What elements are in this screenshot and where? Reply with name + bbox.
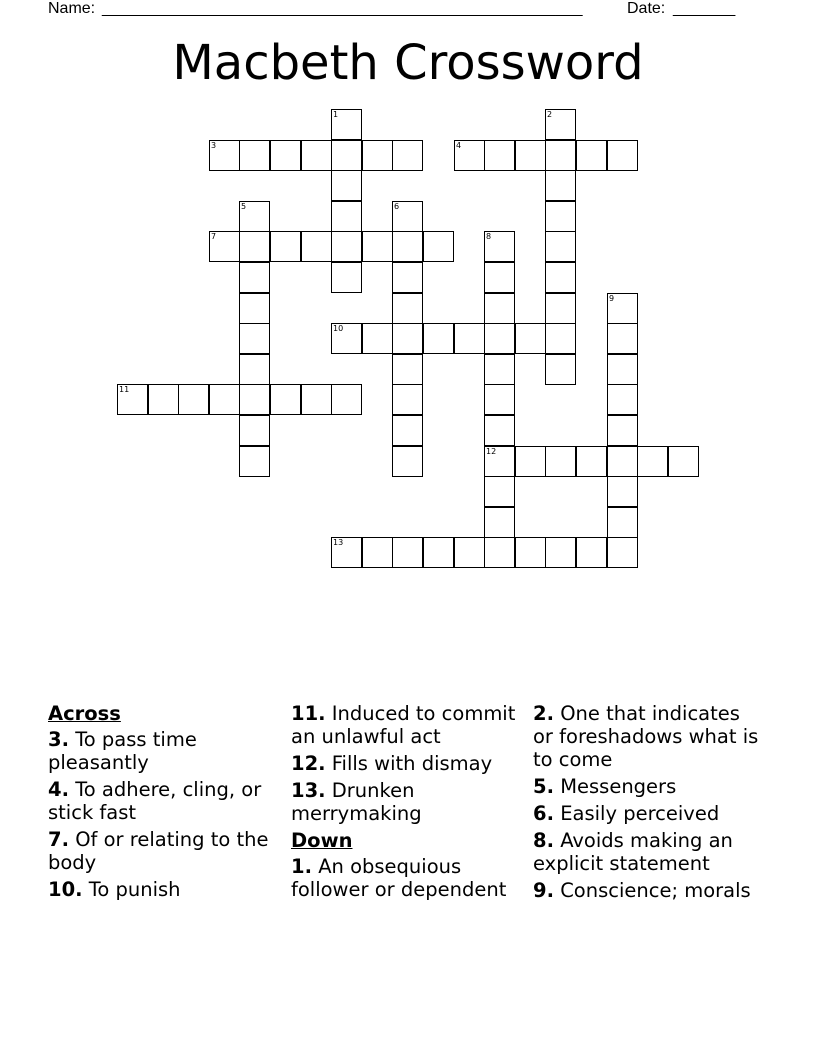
clue-across-11 [291,702,523,748]
grid-cell[interactable] [607,323,638,354]
clue-number-label: 10 [333,324,344,333]
grid-cell[interactable] [576,140,607,171]
grid-cell[interactable] [392,354,423,385]
grid-cell[interactable] [454,537,485,568]
grid-cell[interactable] [239,354,270,385]
grid-cell[interactable] [392,537,423,568]
clue-down-1 [291,855,523,901]
clue-down-6 [533,802,765,825]
grid-cell[interactable] [239,231,270,262]
grid-cell[interactable] [239,293,270,324]
grid-cell[interactable] [607,446,638,477]
grid-cell[interactable] [484,415,515,446]
clue-number-label: 8 [486,232,492,241]
grid-cell[interactable] [362,231,393,262]
clue-text: Messengers [560,775,677,798]
clue-number-label: 11 [119,385,130,394]
clue-text: Easily perceived [560,802,720,825]
grid-cell[interactable] [576,446,607,477]
clue-text: To punish [88,878,181,901]
clue-number: 13. [291,779,326,802]
grid-cell[interactable] [607,293,638,324]
grid-cell[interactable] [331,140,362,171]
grid-cell[interactable] [392,201,423,232]
grid-cell[interactable] [484,231,515,262]
grid-cell[interactable] [423,231,454,262]
clue-number: 9. [533,879,554,902]
name-label: Name: [48,0,96,17]
grid-cell[interactable] [392,231,423,262]
clue-text: To adhere, cling, or stick fast [48,778,262,824]
grid-cell[interactable] [545,354,576,385]
clue-number: 12. [291,752,326,775]
grid-cell[interactable] [545,109,576,140]
grid-cell[interactable] [331,262,362,293]
clue-column-1 [48,702,280,905]
grid-cell[interactable] [607,537,638,568]
clue-number-label: 9 [609,294,615,303]
grid-cell[interactable] [392,384,423,415]
grid-cell[interactable] [331,537,362,568]
clue-across-13 [291,779,523,825]
grid-cell[interactable] [515,537,546,568]
grid-cell[interactable] [607,384,638,415]
grid-cell[interactable] [545,201,576,232]
grid-cell[interactable] [545,262,576,293]
grid-cell[interactable] [545,446,576,477]
clue-number-label: 13 [333,538,344,547]
clue-across-10 [48,878,280,901]
clue-text: Fills with dismay [331,752,493,775]
grid-cell[interactable] [117,384,148,415]
grid-cell[interactable] [607,415,638,446]
grid-cell[interactable] [209,231,240,262]
clue-text: An obsequious follower or dependent [291,855,507,901]
grid-cell[interactable] [484,140,515,171]
grid-cell[interactable] [484,262,515,293]
grid-cell[interactable] [239,140,270,171]
grid-cell[interactable] [331,231,362,262]
name-line[interactable]: ______________________________________________________ [102,0,583,17]
clue-number: 3. [48,728,69,751]
grid-cell[interactable] [392,323,423,354]
clue-down-2 [533,702,765,771]
page-title: Macbeth Crossword [172,35,644,91]
grid-cell[interactable] [209,384,240,415]
grid-cell[interactable] [239,384,270,415]
clue-text: To pass time pleasantly [48,728,197,774]
clue-text: Conscience; morals [560,879,751,902]
grid-cell[interactable] [607,354,638,385]
clue-number-label: 7 [211,232,217,241]
grid-cell[interactable] [484,323,515,354]
grid-cell[interactable] [515,446,546,477]
clue-number: 7. [48,828,69,851]
clue-across-12 [291,752,523,775]
clue-down-5 [533,775,765,798]
grid-cell[interactable] [301,384,332,415]
date-line[interactable]: _______ [673,0,736,17]
grid-cell[interactable] [270,140,301,171]
grid-cell[interactable] [362,323,393,354]
clue-number: 11. [291,702,326,725]
grid-cell[interactable] [668,446,699,477]
grid-cell[interactable] [423,323,454,354]
clue-text: Of or relating to the body [48,828,269,874]
clue-number: 5. [533,775,554,798]
clue-column-3 [533,702,765,906]
grid-cell[interactable] [239,446,270,477]
grid-cell[interactable] [362,537,393,568]
grid-cell[interactable] [607,476,638,507]
clue-number-label: 12 [486,447,497,456]
grid-cell[interactable] [484,293,515,324]
grid-cell[interactable] [545,323,576,354]
grid-cell[interactable] [637,446,668,477]
grid-cell[interactable] [484,476,515,507]
clue-down-8 [533,829,765,875]
grid-cell[interactable] [484,384,515,415]
grid-cell[interactable] [545,170,576,201]
clue-number-label: 6 [394,202,400,211]
clue-number-label: 2 [547,110,553,119]
grid-cell[interactable] [484,507,515,538]
grid-cell[interactable] [239,415,270,446]
clue-text: Avoids making an explicit statement [533,829,733,875]
grid-cell[interactable] [423,537,454,568]
grid-cell[interactable] [515,323,546,354]
grid-cell[interactable] [576,537,607,568]
grid-cell[interactable] [270,231,301,262]
grid-cell[interactable] [331,109,362,140]
grid-cell[interactable] [148,384,179,415]
grid-cell[interactable] [392,262,423,293]
grid-cell[interactable] [301,231,332,262]
clue-text: Induced to commit an unlawful act [291,702,516,748]
date-label: Date: [627,0,666,17]
clue-text: Drunken merrymaking [291,779,422,825]
clue-across-3 [48,728,280,774]
clue-number: 4. [48,778,69,801]
clue-number: 8. [533,829,554,852]
clue-number-label: 5 [241,202,247,211]
grid-cell[interactable] [301,140,332,171]
grid-cell[interactable] [484,446,515,477]
grid-cell[interactable] [515,140,546,171]
grid-cell[interactable] [545,140,576,171]
grid-cell[interactable] [331,323,362,354]
grid-cell[interactable] [484,354,515,385]
clue-across-7 [48,828,280,874]
grid-cell[interactable] [331,170,362,201]
grid-cell[interactable] [392,140,423,171]
grid-cell[interactable] [607,140,638,171]
grid-cell[interactable] [239,323,270,354]
grid-cell[interactable] [362,140,393,171]
clue-number-label: 3 [211,141,217,150]
grid-cell[interactable] [331,201,362,232]
clue-down-9 [533,879,765,902]
clue-text: One that indicates or foreshadows what is to come [533,702,759,771]
down-heading: Down [291,829,353,852]
clue-number: 6. [533,802,554,825]
grid-cell[interactable] [239,201,270,232]
grid-cell[interactable] [454,140,485,171]
grid-cell[interactable] [607,507,638,538]
clue-across-4 [48,778,280,824]
grid-cell[interactable] [454,323,485,354]
grid-cell[interactable] [270,384,301,415]
grid-cell[interactable] [484,537,515,568]
grid-cell[interactable] [178,384,209,415]
grid-cell[interactable] [392,446,423,477]
clue-number-label: 1 [333,110,339,119]
grid-cell[interactable] [392,415,423,446]
clue-number: 10. [48,878,83,901]
grid-cell[interactable] [209,140,240,171]
grid-cell[interactable] [392,293,423,324]
across-heading: Across [48,702,121,725]
clue-number: 1. [291,855,312,878]
grid-cell[interactable] [331,384,362,415]
grid-cell[interactable] [545,231,576,262]
grid-cell[interactable] [239,262,270,293]
clue-number: 2. [533,702,554,725]
clue-number-label: 4 [456,141,462,150]
clue-column-2 [291,702,523,905]
grid-cell[interactable] [545,293,576,324]
grid-cell[interactable] [545,537,576,568]
